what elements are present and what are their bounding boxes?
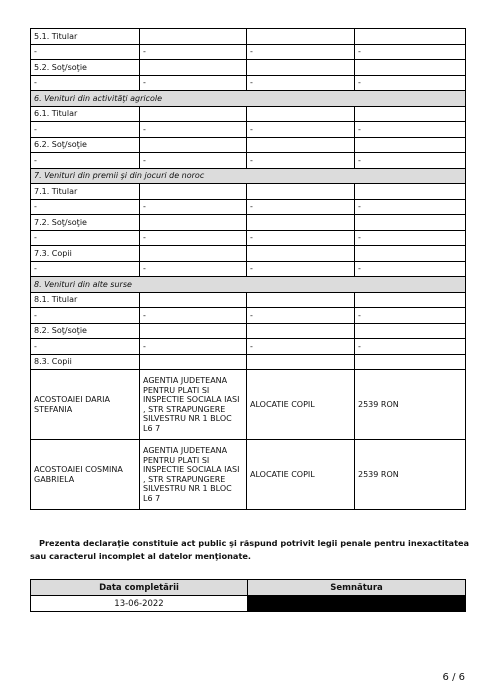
empty-cell: - [247, 122, 355, 138]
empty-cell: - [31, 339, 140, 355]
signature-header: Semnătura [248, 580, 466, 596]
table-row [31, 44, 466, 60]
empty-cell: - [31, 199, 140, 215]
table-row [31, 106, 466, 122]
table-row [31, 29, 466, 45]
table-row [31, 215, 466, 231]
subsection-label: 7.3. Copii [31, 246, 140, 262]
signature-header-row [31, 580, 466, 596]
subsection-label: 6.2. Soţ/soţie [31, 137, 140, 153]
table-row [31, 184, 466, 200]
signature-value-row [31, 596, 466, 612]
signature-table [30, 579, 466, 612]
income-amount: 2539 RON [355, 440, 466, 510]
service-name: ALOCATIE COPIL [247, 440, 355, 510]
table-row [31, 308, 466, 324]
table-row [31, 323, 466, 339]
empty-cell: - [355, 199, 466, 215]
empty-cell: - [31, 153, 140, 169]
table-row [31, 60, 466, 76]
empty-cell: - [247, 44, 355, 60]
section-header-row [31, 168, 466, 184]
empty-cell: - [140, 261, 247, 277]
table-row [31, 137, 466, 153]
section-header-row [31, 277, 466, 293]
service-name: ALOCATIE COPIL [247, 370, 355, 440]
empty-cell: - [355, 44, 466, 60]
empty-cell: - [247, 261, 355, 277]
section-header-row [31, 91, 466, 107]
income-source: AGENTIA JUDETEANA PENTRU PLATI SI INSPECTIE SOCIALA IASI , STR STRAPUNGERE SILVESTRU NR 1 BLOC L6 7 [140, 370, 247, 440]
subsection-label: 5.1. Titular [31, 29, 140, 45]
section-title: 6. Venituri din activităţi agricole [31, 91, 466, 107]
income-amount: 2539 RON [355, 370, 466, 440]
subsection-label: 8.3. Copii [31, 354, 140, 370]
income-row [31, 440, 466, 510]
income-table [30, 28, 466, 510]
subsection-label: 7.1. Titular [31, 184, 140, 200]
empty-cell: - [355, 261, 466, 277]
completion-date: 13-06-2022 [31, 596, 248, 612]
section-title: 7. Venituri din premii şi din jocuri de noroc [31, 168, 466, 184]
empty-cell: - [247, 153, 355, 169]
empty-cell: - [140, 153, 247, 169]
table-row [31, 199, 466, 215]
page-number: 6 / 6 [442, 672, 465, 683]
empty-cell: - [31, 308, 140, 324]
empty-cell: - [247, 308, 355, 324]
empty-cell: - [140, 339, 247, 355]
empty-cell: - [140, 308, 247, 324]
table-row [31, 153, 466, 169]
table-row [31, 230, 466, 246]
empty-cell: - [31, 75, 140, 91]
empty-cell: - [247, 199, 355, 215]
table-row [31, 261, 466, 277]
empty-cell: - [355, 122, 466, 138]
empty-cell: - [247, 339, 355, 355]
table-row [31, 339, 466, 355]
subsection-label: 8.1. Titular [31, 292, 140, 308]
beneficiary-name: ACOSTOAIEI DARIA STEFANIA [31, 370, 140, 440]
empty-cell: - [31, 122, 140, 138]
empty-cell: - [140, 122, 247, 138]
table-row [31, 122, 466, 138]
empty-cell: - [355, 230, 466, 246]
empty-cell: - [31, 261, 140, 277]
subsection-label: 7.2. Soţ/soţie [31, 215, 140, 231]
table-row [31, 292, 466, 308]
empty-cell: - [31, 230, 140, 246]
subsection-label: 8.2. Soţ/soţie [31, 323, 140, 339]
table-row [31, 75, 466, 91]
declaration-statement: Prezenta declaraţie constituie act public şi răspund potrivit legii penale pentru inexactitatea sau caracterul incomplet al datelor menţionate. [30, 538, 470, 561]
empty-cell: - [140, 230, 247, 246]
subsection-label: 6.1. Titular [31, 106, 140, 122]
date-header: Data completării [31, 580, 248, 596]
empty-cell: - [355, 308, 466, 324]
table-row [31, 246, 466, 262]
empty-cell: - [140, 199, 247, 215]
subsection-label: 5.2. Soţ/soţie [31, 60, 140, 76]
income-row [31, 370, 466, 440]
empty-cell: - [247, 230, 355, 246]
section-title: 8. Venituri din alte surse [31, 277, 466, 293]
beneficiary-name: ACOSTOAIEI COSMINA GABRIELA [31, 440, 140, 510]
empty-cell: - [355, 153, 466, 169]
table-row [31, 354, 466, 370]
empty-cell: - [140, 44, 247, 60]
empty-cell: - [140, 75, 247, 91]
empty-cell: - [247, 75, 355, 91]
signature-redacted [248, 596, 466, 612]
empty-cell: - [355, 75, 466, 91]
income-source: AGENTIA JUDETEANA PENTRU PLATI SI INSPECTIE SOCIALA IASI , STR STRAPUNGERE SILVESTRU NR 1 BLOC L6 7 [140, 440, 247, 510]
empty-cell: - [31, 44, 140, 60]
empty-cell: - [355, 339, 466, 355]
